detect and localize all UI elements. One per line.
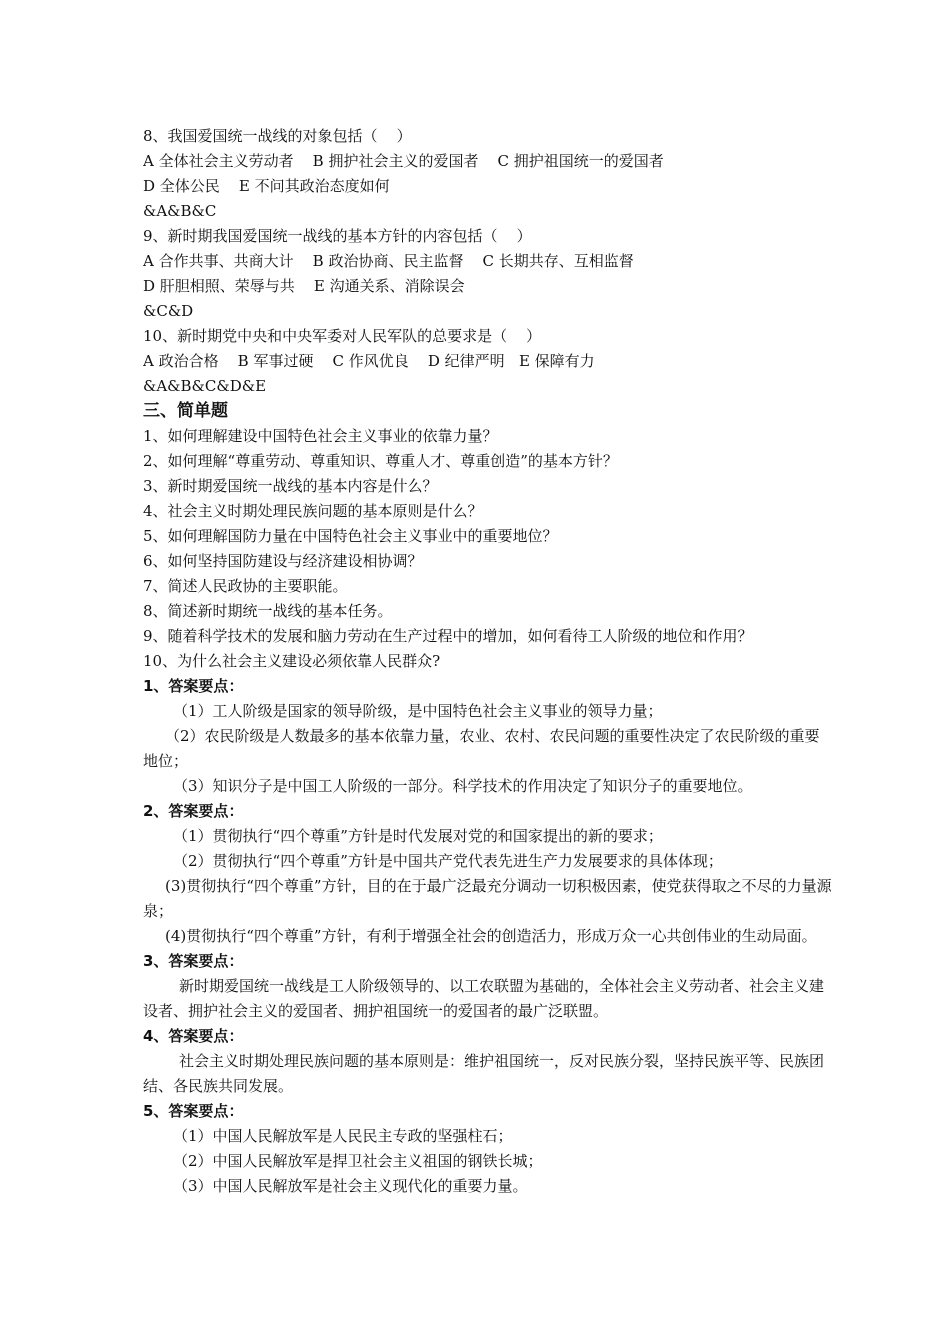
answer-heading: 1、答案要点： [143,677,244,695]
answer-text: 社会主义时期处理民族问题的基本原则是：维护祖国统一，反对民族分裂，坚持民族平等、民族团结、各民族共同发展。 [143,1052,825,1095]
short-question: 2、如何理解“尊重劳动、尊重知识、尊重人才、尊重创造”的基本方针？ [143,452,618,470]
question-9-options-1: A 合作共事、共商大计 B 政治协商、民主监督 C 长期共存、互相监督 [143,252,634,270]
short-question: 7、简述人民政协的主要职能。 [143,577,348,595]
question-9-options-2: D 肝胆相照、荣辱与共 E 沟通关系、消除误会 [143,277,465,295]
answer-point: （2）贯彻执行“四个尊重”方针是中国共产党代表先进生产力发展要求的具体体现； [173,852,723,870]
question-10-options: A 政治合格 B 军事过硬 C 作风优良 D 纪律严明 E 保障有力 [143,352,595,370]
answer-heading: 2、答案要点： [143,802,244,820]
section-title: 三、简单题 [143,401,228,421]
answer-point: （1）中国人民解放军是人民民主专政的坚强柱石； [173,1127,513,1145]
answer-point: （3）中国人民解放军是社会主义现代化的重要力量。 [173,1177,528,1195]
short-question: 4、社会主义时期处理民族问题的基本原则是什么？ [143,502,483,520]
question-10-stem: 10、新时期党中央和中央军委对人民军队的总要求是（ ） [143,327,542,345]
answer-heading: 4、答案要点： [143,1027,244,1045]
answer-point: (3)贯彻执行“四个尊重”方针，目的在于最广泛最充分调动一切积极因素，使党获得取之不尽的力量源泉； [143,877,832,920]
question-9-answer: &C&D [143,302,194,320]
answer-text: 新时期爱国统一战线是工人阶级领导的、以工农联盟为基础的，全体社会主义劳动者、社会主义建设者、拥护社会主义的爱国者、拥护祖国统一的爱国者的最广泛联盟。 [143,977,825,1020]
answer-point: （3）知识分子是中国工人阶级的一部分。科学技术的作用决定了知识分子的重要地位。 [173,777,753,795]
question-8-options-2: D 全体公民 E 不问其政治态度如何 [143,177,390,195]
question-8-options-1: A 全体社会主义劳动者 B 拥护社会主义的爱国者 C 拥护祖国统一的爱国者 [143,152,664,170]
short-question: 6、如何坚持国防建设与经济建设相协调？ [143,552,423,570]
question-10-answer: &A&B&C&D&E [143,377,267,395]
answer-heading: 3、答案要点： [143,952,244,970]
short-question: 1、如何理解建设中国特色社会主义事业的依靠力量？ [143,427,498,445]
question-9-stem: 9、新时期我国爱国统一战线的基本方针的内容包括（ ） [143,227,532,245]
answer-point: （1）贯彻执行“四个尊重”方针是时代发展对党的和国家提出的新的要求； [173,827,663,845]
answer-point: (4)贯彻执行“四个尊重”方针，有利于增强全社会的创造活力，形成万众一心共创伟业的生动局面。 [165,927,817,945]
answer-point: （2）中国人民解放军是捍卫社会主义祖国的钢铁长城； [173,1152,543,1170]
short-question: 5、如何理解国防力量在中国特色社会主义事业中的重要地位？ [143,527,558,545]
short-question: 9、随着科学技术的发展和脑力劳动在生产过程中的增加，如何看待工人阶级的地位和作用？ [143,627,753,645]
short-question: 8、简述新时期统一战线的基本任务。 [143,602,393,620]
short-question: 10、为什么社会主义建设必须依靠人民群众? [143,652,441,670]
question-8-answer: &A&B&C [143,202,217,220]
question-8-stem: 8、我国爱国统一战线的对象包括（ ） [143,127,412,145]
answer-point: （2）农民阶级是人数最多的基本依靠力量，农业、农村、农民问题的重要性决定了农民阶级的重要地位； [143,727,820,770]
document-body [143,124,833,1199]
answer-point: （1）工人阶级是国家的领导阶级，是中国特色社会主义事业的领导力量； [173,702,663,720]
short-question: 3、新时期爱国统一战线的基本内容是什么？ [143,477,438,495]
answer-heading: 5、答案要点： [143,1102,244,1120]
